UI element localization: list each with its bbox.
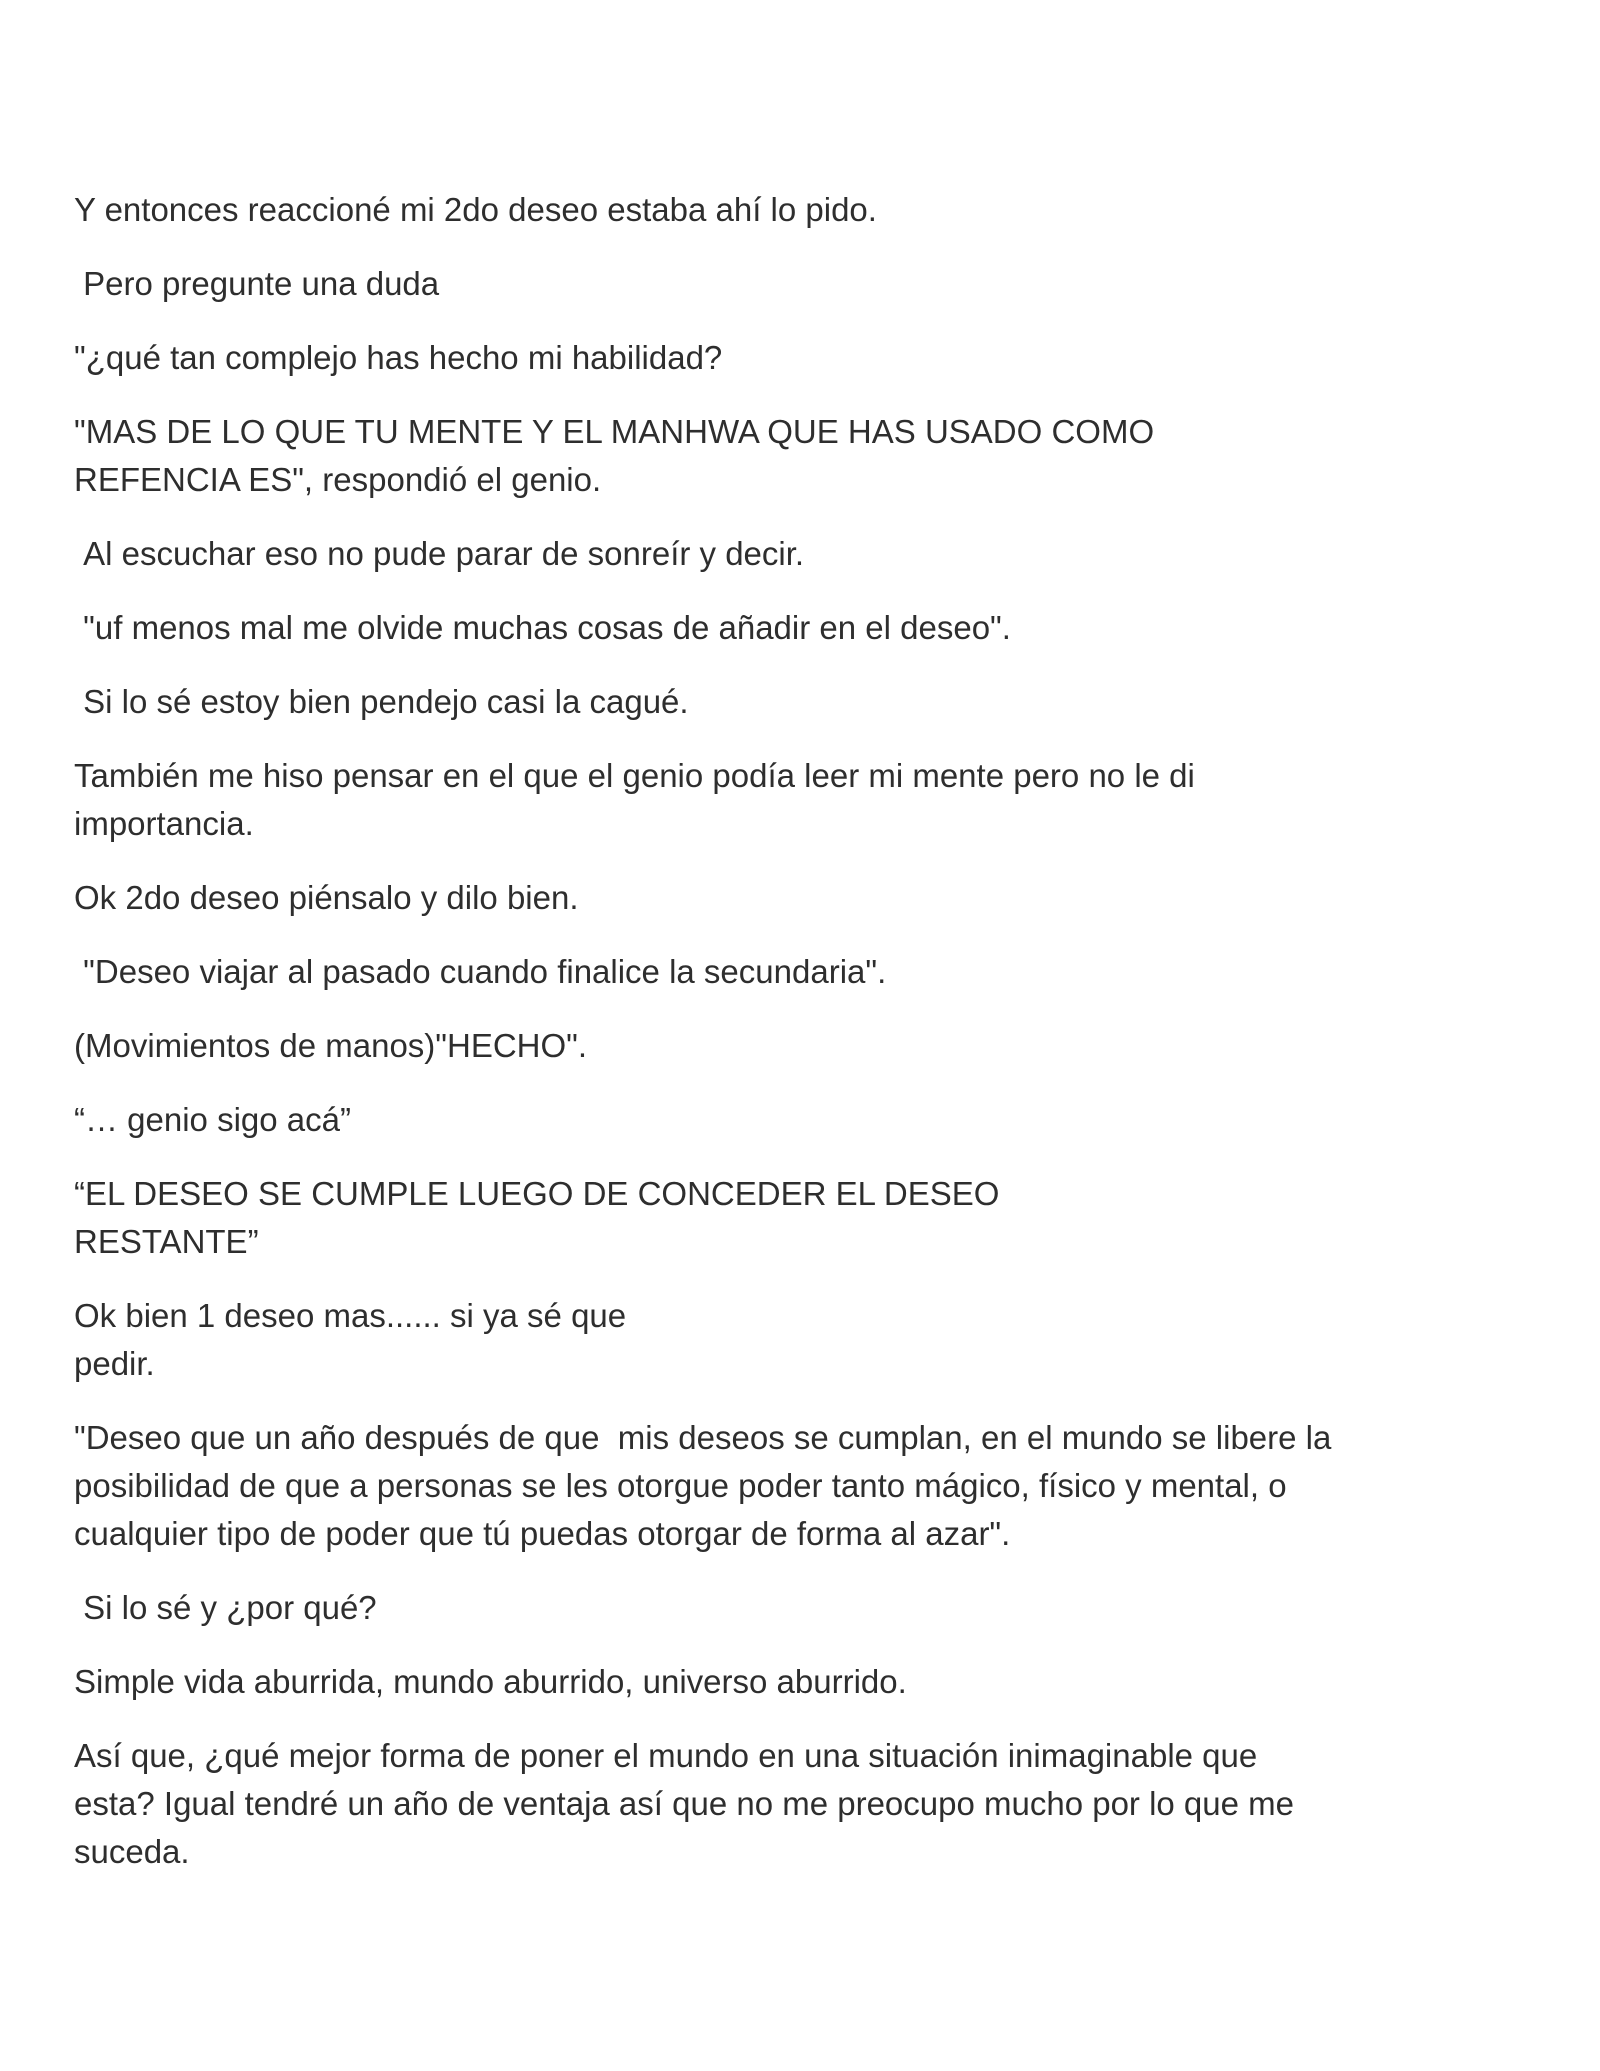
paragraph: “… genio sigo acá” <box>74 1101 351 1138</box>
paragraph: Y entonces reaccioné mi 2do deseo estaba ahí lo pido. <box>74 191 877 228</box>
paragraph: Si lo sé estoy bien pendejo casi la cagué. <box>74 683 689 720</box>
paragraph: Pero pregunte una duda <box>74 265 440 302</box>
paragraph: También me hiso pensar en el que el genio podía leer mi mente pero no le di importancia. <box>74 757 1195 842</box>
paragraph: "¿qué tan complejo has hecho mi habilidad? <box>74 339 723 376</box>
paragraph: (Movimientos de manos)"HECHO". <box>74 1027 588 1064</box>
paragraph: Así que, ¿qué mejor forma de poner el mundo en una situación inimaginable que esta? Igual tendré un año de ventaja así que no me preocupo mucho por lo que me suceda. <box>74 1737 1295 1870</box>
paragraph: "Deseo viajar al pasado cuando finalice la secundaria". <box>74 953 887 990</box>
paragraph: Si lo sé y ¿por qué? <box>74 1589 377 1626</box>
paragraph: “EL DESEO SE CUMPLE LUEGO DE CONCEDER EL DESEO RESTANTE” <box>74 1175 1000 1260</box>
paragraph: Ok 2do deseo piénsalo y dilo bien. <box>74 879 579 916</box>
paragraph: "MAS DE LO QUE TU MENTE Y EL MANHWA QUE HAS USADO COMO REFENCIA ES", respondió el genio. <box>74 413 1155 498</box>
paragraph: "uf menos mal me olvide muchas cosas de añadir en el deseo". <box>74 609 1011 646</box>
document-body <box>74 186 1534 1902</box>
paragraph: Simple vida aburrida, mundo aburrido, universo aburrido. <box>74 1663 907 1700</box>
paragraph: Ok bien 1 deseo mas...... si ya sé que pedir. <box>74 1297 627 1382</box>
paragraph: "Deseo que un año después de que mis deseos se cumplan, en el mundo se libere la posibilidad de que a personas se les otorgue poder tanto mágico, físico y mental, o cualquier tipo de poder que tú puedas otorgar de forma al azar". <box>74 1419 1332 1552</box>
paragraph: Al escuchar eso no pude parar de sonreír y decir. <box>74 535 805 572</box>
